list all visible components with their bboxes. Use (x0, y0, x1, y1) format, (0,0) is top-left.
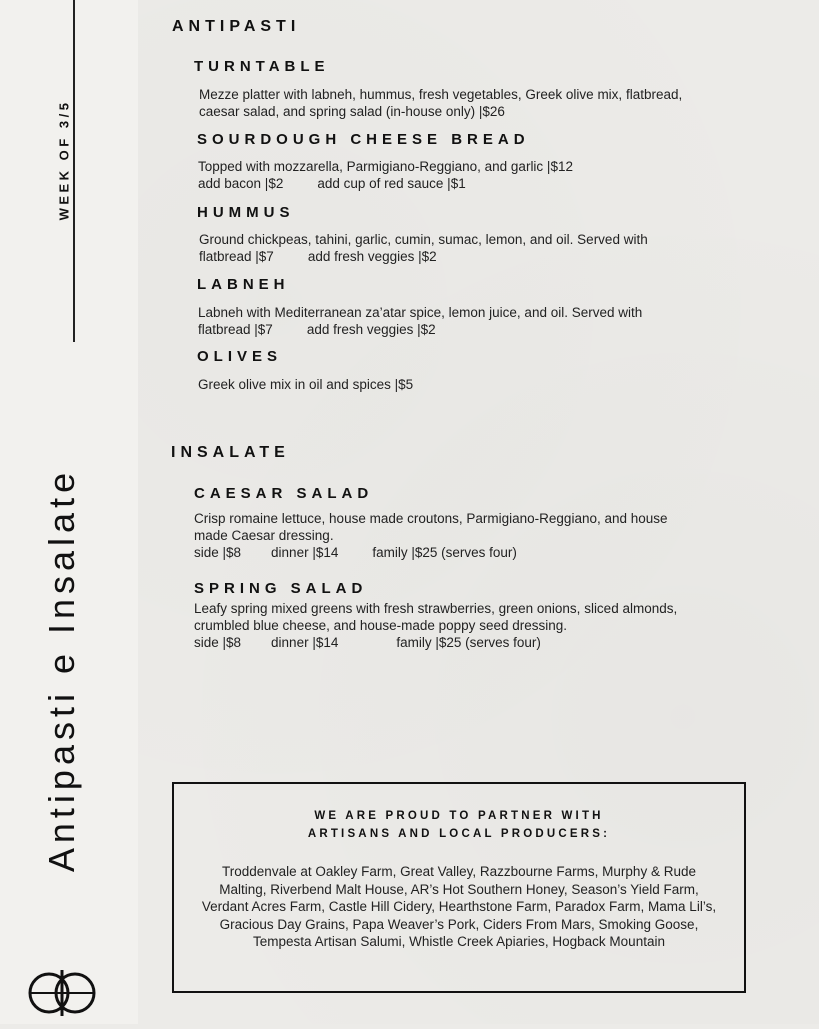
desc-line: crumbled blue cheese, and house-made poppy seed dressing. (194, 618, 567, 633)
desc-line: Mezze platter with labneh, hummus, fresh vegetables, Greek olive mix, flatbread, (199, 87, 683, 102)
item-title-turntable: TURNTABLE (194, 58, 330, 75)
desc-line: Crisp romaine lettuce, house made croutons, Parmigiano-Reggiano, and house (194, 511, 668, 526)
price-family: family |$25 (serves four) (372, 545, 517, 560)
price-side: side |$8 (194, 545, 242, 560)
section-title-antipasti: ANTIPASTI (172, 18, 301, 35)
item-title-sourdough-cheese-bread: SOURDOUGH CHEESE BREAD (197, 131, 530, 148)
desc-line: Topped with mozzarella, Parmigiano-Reggiano, and garlic |$12 (198, 159, 573, 174)
item-title-spring-salad: SPRING SALAD (194, 580, 368, 597)
price-options (194, 544, 668, 561)
sidebar (0, 0, 138, 1024)
desc-line: Labneh with Mediterranean za’atar spice, lemon juice, and oil. Served with (198, 305, 643, 320)
option-flatbread: flatbread |$7 (198, 322, 273, 337)
option-add-fresh-veggies: add fresh veggies |$2 (306, 322, 436, 337)
desc-line: Greek olive mix in oil and spices |$5 (198, 377, 414, 392)
item-desc-olives (198, 376, 413, 393)
partners-heading-line: ARTISANS AND LOCAL PRODUCERS: (307, 828, 611, 840)
option-add-bacon: add bacon |$2 (198, 176, 284, 191)
item-desc-labneh (198, 304, 642, 338)
item-desc-sourdough-cheese-bread (198, 158, 573, 192)
sidebar-divider (73, 0, 75, 342)
partners-list: Troddenvale at Oakley Farm, Great Valley, Razzbourne Farms, Murphy & Rude Malting, Riverbend Malt House, AR’s Hot Southern Honey, Season’s Yield Farm, Verdant Acres Farm, Castle Hill Cidery, Hearthstone Farm, Paradox Farm, Mama Lil’s, Gracious Day Grains, Papa Weaver’s Pork, Ciders From Mars, Smoking Goose, Tempesta Artisan Salumi, Whistle Creek Apiaries, Hogback Mountain (201, 864, 717, 949)
item-desc-spring-salad (194, 600, 677, 651)
option-add-fresh-veggies: add fresh veggies |$2 (307, 249, 437, 264)
section-title-insalate: INSALATE (171, 444, 290, 461)
partners-heading (174, 807, 744, 843)
option-flatbread: flatbread |$7 (199, 249, 274, 264)
item-title-caesar-salad: CAESAR SALAD (194, 485, 374, 502)
price-family: family |$25 (serves four) (396, 635, 541, 650)
item-desc-turntable (199, 86, 682, 120)
page-title: Antipasti e Insalate (41, 467, 82, 873)
partners-heading-line: WE ARE PROUD TO PARTNER WITH (314, 810, 604, 822)
item-title-hummus: HUMMUS (197, 204, 295, 221)
desc-line: caesar salad, and spring salad (in-house only) |$26 (199, 104, 505, 119)
price-dinner: dinner |$14 (271, 545, 339, 560)
desc-options (199, 248, 648, 265)
desc-line: made Caesar dressing. (194, 528, 334, 543)
desc-line: Leafy spring mixed greens with fresh strawberries, green onions, sliced almonds, (194, 601, 678, 616)
desc-options (198, 175, 573, 192)
price-dinner: dinner |$14 (271, 635, 339, 650)
week-label: WEEK OF 3/5 (56, 99, 72, 221)
item-title-olives: OLIVES (197, 348, 283, 365)
option-add-red-sauce: add cup of red sauce |$1 (317, 176, 466, 191)
partners-box (172, 782, 746, 993)
circle-leaf-logo-icon (25, 958, 101, 1024)
price-side: side |$8 (194, 635, 242, 650)
item-desc-caesar-salad (194, 510, 668, 561)
item-desc-hummus (199, 231, 648, 265)
price-options (194, 634, 677, 651)
item-title-labneh: LABNEH (197, 276, 290, 293)
desc-line: Ground chickpeas, tahini, garlic, cumin, sumac, lemon, and oil. Served with (199, 232, 648, 247)
desc-options (198, 321, 642, 338)
